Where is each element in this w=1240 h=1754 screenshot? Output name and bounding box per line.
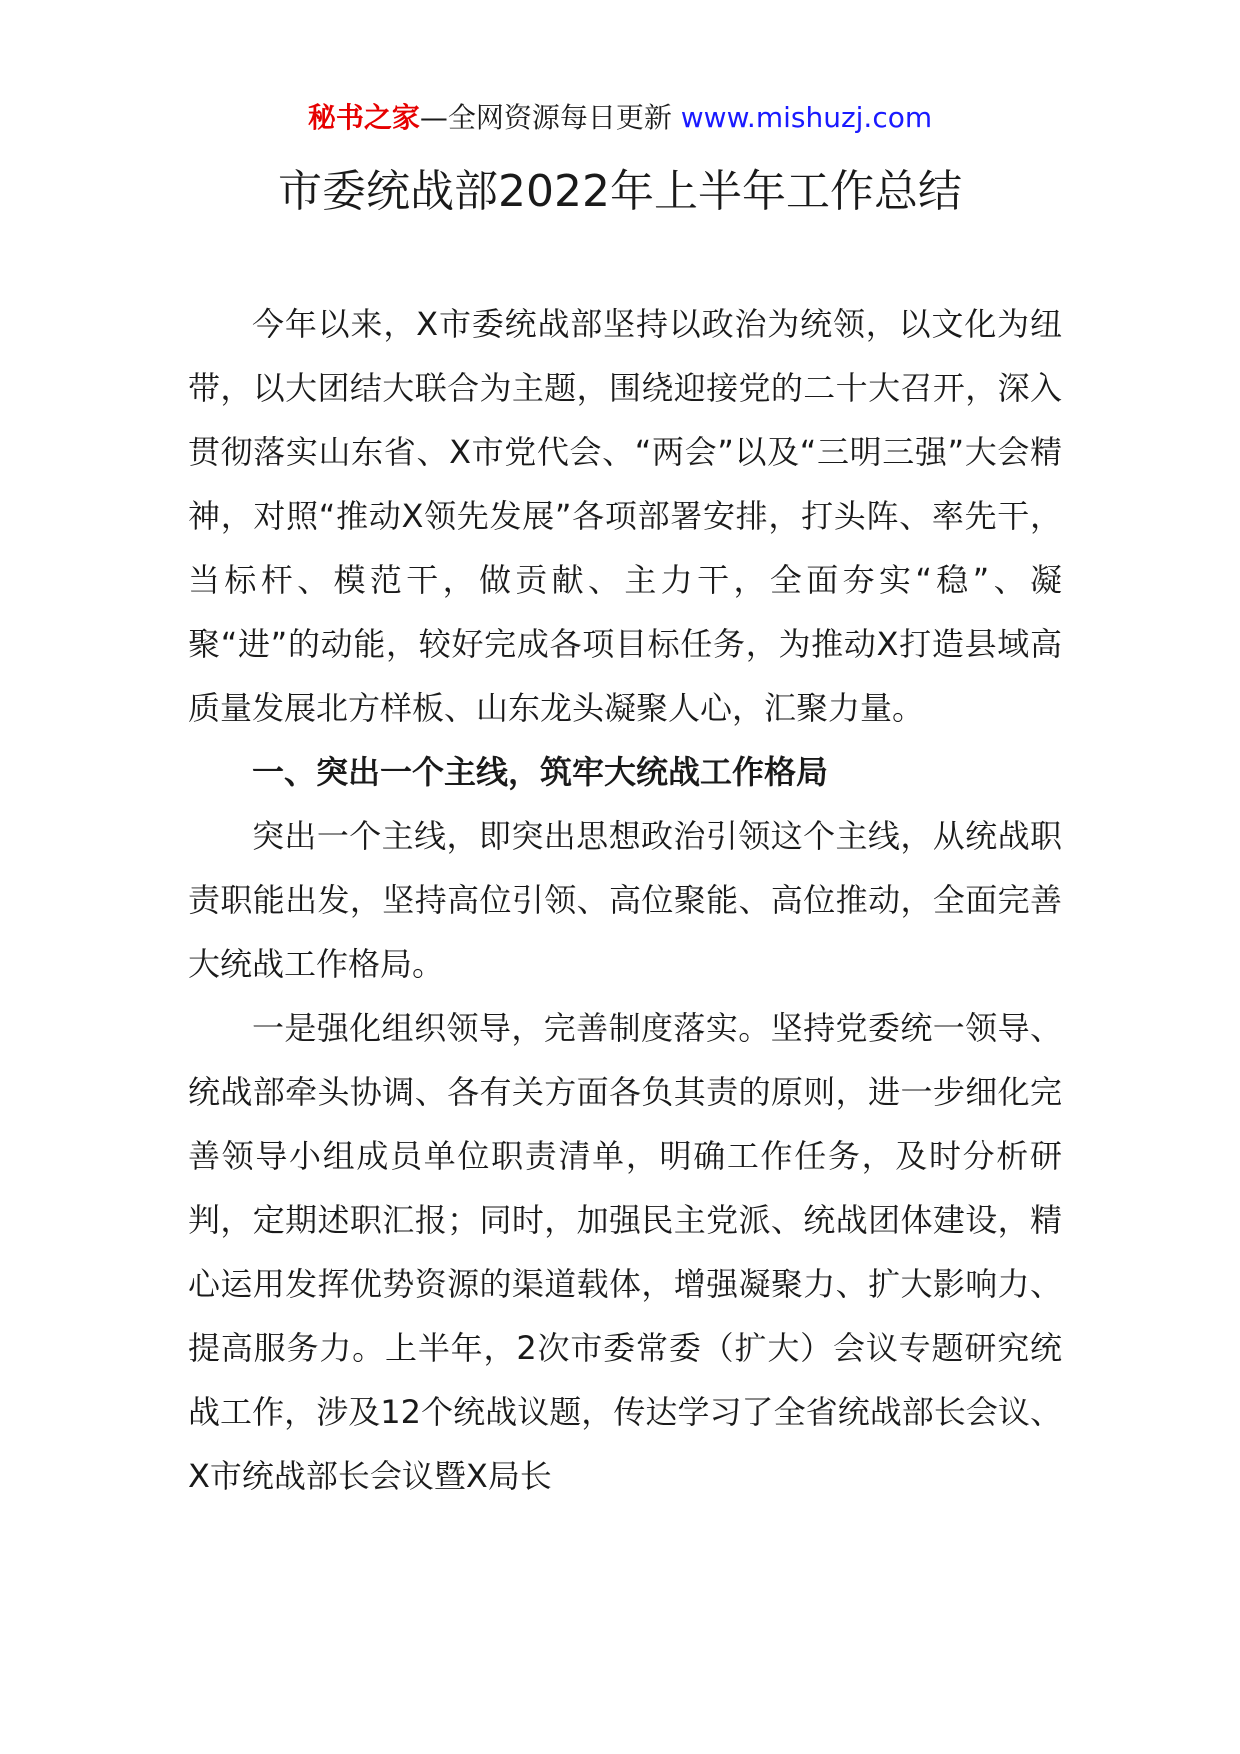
site-brand: 秘书之家 [307,101,420,134]
site-header [0,98,1240,138]
document-title: 市委统战部2022年上半年工作总结 [278,166,962,217]
site-tagline: —全网资源每日更新 [419,101,681,134]
document-body [188,292,1062,1508]
site-url-link[interactable]: www.mishuzj.com [680,101,933,134]
paragraph-intro: 今年以来，X市委统战部坚持以政治为统领，以文化为纽带，以大团结大联合为主题，围绕迎接党的二十大召开，深入贯彻落实山东省、X市党代会、“两会”以及“三明三强”大会精神，对照“推动X领先发展”各项部署安排，打头阵、率先干，当标杆、模范干，做贡献、主力干，全面夯实“稳”、凝聚“进”的动能，较好完成各项目标任务，为推动X打造县域高质量发展北方样板、山东龙头凝聚人心，汇聚力量。 [188,305,1062,727]
paragraph-organization: 一是强化组织领导，完善制度落实。坚持党委统一领导、统战部牵头协调、各有关方面各负其责的原则，进一步细化完善领导小组成员单位职责清单，明确工作任务，及时分析研判，定期述职汇报；同时，加强民主党派、统战团体建设，精心运用发挥优势资源的渠道载体，增强凝聚力、扩大影响力、提高服务力。上半年，2次市委常委（扩大）会议专题研究统战工作，涉及12个统战议题，传达学习了全省统战部长会议、X市统战部长会议暨X局长 [188,1009,1062,1495]
paragraph-main-line: 突出一个主线，即突出思想政治引领这个主线，从统战职责职能出发，坚持高位引领、高位聚能、高位推动，全面完善大统战工作格局。 [188,817,1062,983]
section-heading: 一、突出一个主线，筑牢大统战工作格局 [252,753,829,791]
